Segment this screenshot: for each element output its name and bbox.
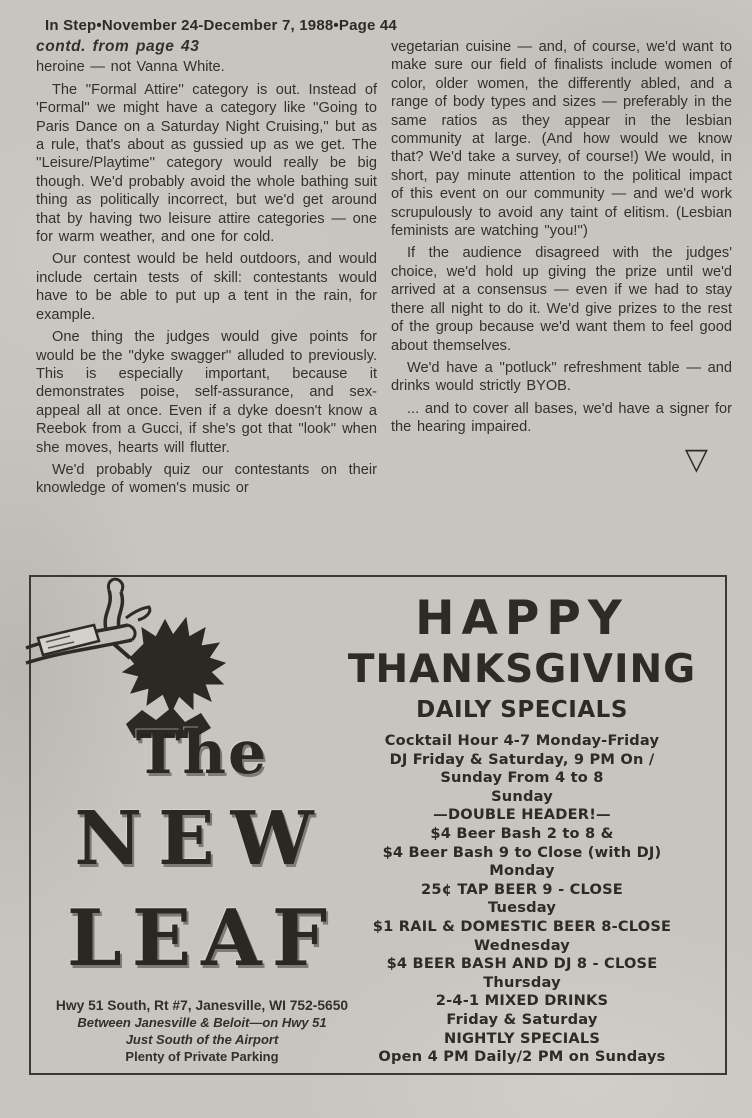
article-paragraph: heroine — not Vanna White.: [36, 59, 225, 76]
ad-headline-happy: HAPPY: [415, 591, 629, 646]
special-day: Friday & Saturday: [446, 1010, 598, 1028]
article-paragraph: ... and to cover all bases, we'd have a signer for the hearing impaired.: [391, 400, 732, 436]
article-paragraph: We'd probably quiz our contestants on their knowledge of women's music or: [36, 461, 377, 497]
logo-the: The: [135, 718, 269, 788]
address-location-line: Between Janesville & Beloit—on Hwy 51: [77, 1015, 327, 1030]
ad-headline-thanksgiving: THANKSGIVING: [347, 647, 697, 692]
branch-oak-leaf-illustration: [22, 562, 332, 738]
special-day: Thursday: [483, 973, 561, 991]
address-airport-line: Just South of the Airport: [125, 1032, 279, 1047]
article-paragraph: We'd have a ''potluck'' refreshment table — and drinks would strictly BYOB.: [391, 359, 732, 395]
special-line: —DOUBLE HEADER!—: [433, 806, 611, 824]
special-line: 2-4-1 MIXED DRINKS: [435, 992, 609, 1010]
article-paragraph: The ''Formal Attire'' category is out. Instead of 'Formal'' we might have a category like ''Going to Paris Dance on a Saturday Night Cruising,'' but as a rule, that's about as gussied up as we get. The ''Leisure/Playtime'' category would really be big though. We'd probably avoid the whole bathing suit thing as politically incorrect, but we'd get around that by having two leisure attire categories — one for warm weather, and one for cold.: [36, 81, 377, 246]
special-line: $4 BEER BASH AND DJ 8 - CLOSE: [386, 955, 658, 973]
logo-leaf: LEAF: [66, 893, 338, 984]
article-right-column: [391, 38, 732, 475]
article-end-triangle-icon: ▽: [684, 441, 708, 477]
special-line: 25¢ TAP BEER 9 - CLOSE: [421, 880, 623, 898]
special-day: Tuesday: [487, 899, 557, 917]
ad-specials-block: [331, 577, 713, 1067]
special-day: Wednesday: [473, 936, 571, 954]
article-paragraph: One thing the judges would give points for would be the ''dyke swagger'' alluded to previously. This is especially important, because it demonstrates poise, self-assurance, and sex-appeal all at once. Even if a dyke doesn't know a Reebok from a Gucci, if she's got that ''look'' when she moves, hearts will flutter.: [36, 329, 377, 456]
continued-from-note: contd. from page 43: [36, 38, 200, 55]
new-leaf-advertisement: [29, 575, 727, 1075]
article-left-column: [36, 38, 377, 502]
special-line: DJ Friday & Saturday, 9 PM On /: [389, 750, 655, 768]
special-day: Monday: [489, 862, 555, 880]
venue-address-block: [43, 997, 361, 1065]
specials-list: [331, 732, 713, 1067]
special-line: $4 Beer Bash 9 to Close (with DJ): [382, 843, 662, 861]
article-paragraph: vegetarian cuisine — and, of course, we'd want to make sure our field of finalists include women of color, older women, the differently abled, and a range of body types and sizes — preferably in the same ratios as they appear in the lesbian community at large. (And how would we know that? We'd take a survey, of course!) We would, in short, pay minute attention to the political impact of this event on our community — and we'd work scrupulously to avoid any taint of elitism. (Lesbian feminists are watching ''you!''): [391, 39, 732, 240]
article-paragraph: If the audience disagreed with the judges' choice, we'd hold up giving the prize until we'd arrived at a consensus — even if we had to stay there all night to do it. We'd give prizes to the rest of the group because we'd want them to feel good about themselves.: [391, 245, 732, 354]
ad-subhead-daily-specials: DAILY SPECIALS: [416, 697, 628, 723]
article-paragraph: Our contest would be held outdoors, and would include certain tests of skill: contestants would have to be able to put up a tent in the rain, for example.: [36, 251, 377, 323]
address-phone-line: Hwy 51 South, Rt #7, Janesville, WI 752-5650: [55, 998, 349, 1013]
page-header: In Step•November 24-December 7, 1988•Page 44: [45, 17, 397, 34]
special-line: NIGHTLY SPECIALS: [443, 1029, 601, 1047]
special-line: Open 4 PM Daily/2 PM on Sundays: [378, 1048, 666, 1066]
logo-new: NEW: [74, 796, 330, 882]
special-line: $4 Beer Bash 2 to 8 &: [430, 824, 614, 842]
address-parking-line: Plenty of Private Parking: [125, 1049, 279, 1064]
special-day: Sunday: [491, 787, 553, 805]
special-line: Sunday From 4 to 8: [440, 769, 604, 787]
special-line: Cocktail Hour 4-7 Monday-Friday: [384, 732, 660, 749]
special-line: $1 RAIL & DOMESTIC BEER 8-CLOSE: [372, 917, 672, 935]
venue-logo-block: [43, 717, 361, 1065]
